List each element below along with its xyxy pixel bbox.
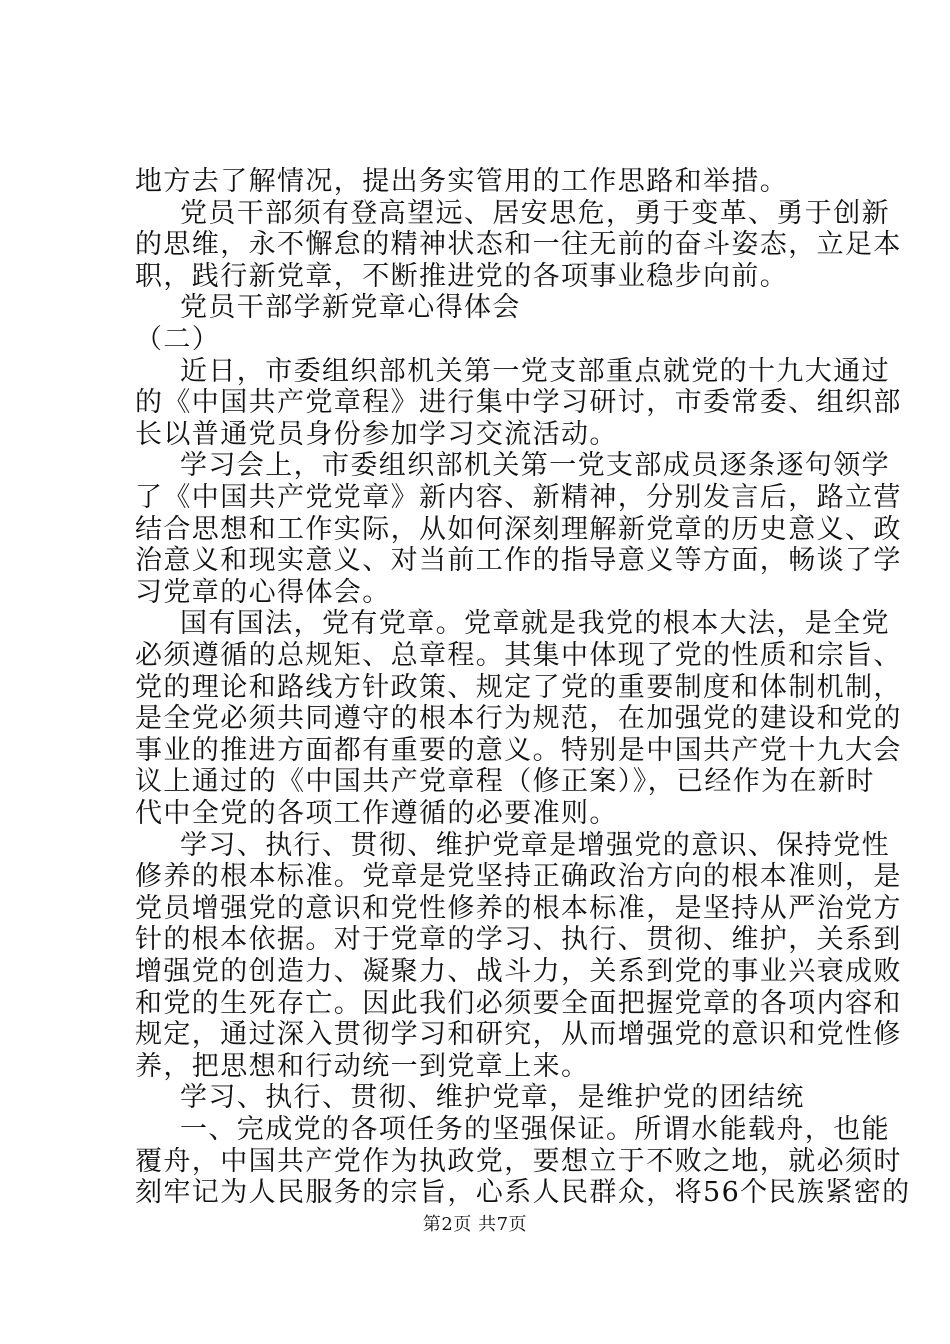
body-text-line: 学习会上，市委组织部机关第一党支部成员逐条逐句领学	[180, 450, 890, 482]
body-text-line: 规定，通过深入贯彻学习和研究，从而增强党的意识和党性修	[135, 1019, 902, 1051]
body-text-line: 党员干部须有登高望远、居安思危，勇于变革、勇于创新	[180, 197, 890, 229]
body-text-line: 结合思想和工作实际，从如何深刻理解新党章的历史意义、政	[135, 513, 902, 545]
body-text-line: 和党的生死存亡。因此我们必须要全面把握党章的各项内容和	[135, 987, 902, 1019]
section-number: （二）	[135, 324, 221, 355]
body-text-line: 国有国法，党有党章。党章就是我党的根本大法，是全党	[180, 608, 890, 640]
body-text-line: 学习、执行、贯彻、维护党章是增强党的意识、保持党性	[180, 829, 890, 861]
body-text-line: 近日，市委组织部机关第一党支部重点就党的十九大通过	[180, 355, 890, 387]
body-text-line: 职，践行新党章，不断推进党的各项事业稳步向前。	[135, 260, 789, 292]
body-text-line: 针的根本依据。对于党章的学习、执行、贯彻、维护，关系到	[135, 924, 902, 956]
body-text-line: 习党章的心得体会。	[135, 576, 391, 608]
body-text-line: 的思维，永不懈怠的精神状态和一往无前的奋斗姿态，立足本	[135, 229, 902, 261]
body-text-line: 是全党必须共同遵守的根本行为规范，在加强党的建设和党的	[135, 703, 902, 735]
section-title: 党员干部学新党章心得体会	[180, 292, 521, 324]
body-text-line: 事业的推进方面都有重要的意义。特别是中国共产党十九大会	[135, 734, 902, 766]
body-text-line: 的《中国共产党章程》进行集中学习研讨，市委常委、组织部	[135, 387, 902, 419]
body-text-line: 修养的根本标准。党章是党坚持正确政治方向的根本准则，是	[135, 861, 902, 893]
body-text-line: 党员增强党的意识和党性修养的根本标准，是坚持从严治党方	[135, 892, 902, 924]
body-text-line: 一、完成党的各项任务的坚强保证。所谓水能载舟，也能	[180, 1114, 890, 1145]
body-text-line: 长以普通党员身份参加学习交流活动。	[135, 418, 618, 450]
body-text-line: 代中全党的各项工作遵循的必要准则。	[135, 798, 618, 829]
body-text-line: 增强党的创造力、凝聚力、战斗力，关系到党的事业兴衰成败	[135, 956, 902, 987]
body-text-line: 覆舟，中国共产党作为执政党，要想立于不败之地，就必须时	[135, 1145, 902, 1177]
body-text-line: 党的理论和路线方针政策、规定了党的重要制度和体制机制，	[135, 671, 902, 703]
body-text-line: 治意义和现实意义、对当前工作的指导意义等方面，畅谈了学	[135, 545, 902, 577]
body-text-line: 刻牢记为人民服务的宗旨，心系人民群众，将56个民族紧密的	[135, 1177, 911, 1209]
body-text-line: 学习、执行、贯彻、维护党章，是维护党的团结统	[180, 1082, 805, 1114]
page-footer: 第2页 共7页	[422, 1214, 528, 1235]
body-text-line: 必须遵循的总规矩、总章程。其集中体现了党的性质和宗旨、	[135, 640, 902, 671]
body-text-line: 了《中国共产党党章》新内容、新精神，分别发言后，路立营	[135, 482, 902, 513]
body-text-line: 养，把思想和行动统一到党章上来。	[135, 1050, 590, 1082]
body-text-line: 地方去了解情况，提出务实管用的工作思路和举措。	[135, 166, 789, 197]
body-text-line: 议上通过的《中国共产党章程（修正案）》，已经作为在新时	[135, 766, 875, 798]
